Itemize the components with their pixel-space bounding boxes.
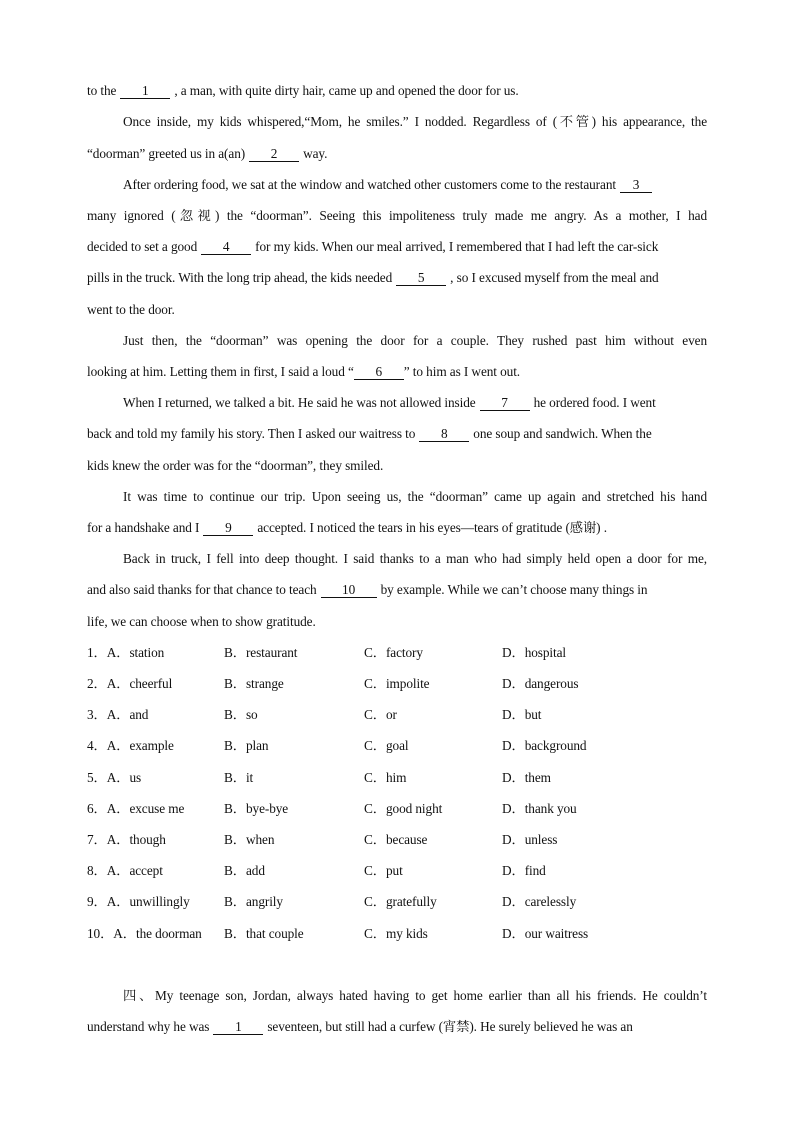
option-b[interactable]: B．angrily	[224, 894, 283, 909]
blank-7[interactable]: 7	[480, 396, 530, 411]
option-c[interactable]: C．put	[364, 863, 403, 878]
blank-6[interactable]: 6	[354, 365, 404, 380]
passage-line-17: and also said thanks for that chance to teach 10 by example. While we can’t choose many things in	[87, 582, 648, 597]
option-d[interactable]: D．background	[502, 738, 587, 753]
option-d[interactable]: D．dangerous	[502, 676, 579, 691]
option-b[interactable]: B．strange	[224, 676, 284, 691]
option-a[interactable]: 9．A．unwillingly	[87, 894, 190, 909]
option-b[interactable]: B．when	[224, 832, 275, 847]
option-d[interactable]: D．unless	[502, 832, 558, 847]
passage-line-12: back and told my family his story. Then I asked our waitress to 8 one soup and sandwich. When the	[87, 426, 652, 441]
option-c[interactable]: C．or	[364, 707, 397, 722]
blank-5[interactable]: 5	[396, 271, 446, 286]
option-a[interactable]: 8．A．accept	[87, 863, 163, 878]
option-d[interactable]: D．them	[502, 770, 551, 785]
passage-line-11: When I returned, we talked a bit. He said he was not allowed inside 7 he ordered food. I went	[123, 395, 656, 410]
option-c[interactable]: C．gratefully	[364, 894, 437, 909]
option-d[interactable]: D．but	[502, 707, 542, 722]
blank-8[interactable]: 8	[419, 427, 469, 442]
passage-line-7: pills in the truck. With the long trip ahead, the kids needed 5 , so I excused myself from the meal and	[87, 270, 659, 285]
option-b[interactable]: B．bye-bye	[224, 801, 289, 816]
passage-line-1: to the 1 , a man, with quite dirty hair, came up and opened the door for us.	[87, 83, 519, 98]
option-c[interactable]: C．impolite	[364, 676, 430, 691]
option-a[interactable]: 3．A．and	[87, 707, 149, 722]
question-row	[87, 644, 707, 662]
passage-line-18: life, we can choose when to show gratitude.	[87, 614, 316, 629]
option-c[interactable]: C．because	[364, 832, 428, 847]
question-row	[87, 893, 707, 911]
option-c[interactable]: C．good night	[364, 801, 443, 816]
option-b[interactable]: B．that couple	[224, 926, 304, 941]
option-b[interactable]: B．restaurant	[224, 645, 298, 660]
option-c[interactable]: C．goal	[364, 738, 409, 753]
blank-1[interactable]: 1	[120, 84, 170, 99]
passage-line-2: Once inside, my kids whispered,“Mom, he smiles.” I nodded. Regardless of (不管) his appearance, the	[123, 114, 707, 129]
passage-line-13: kids knew the order was for the “doorman”, they smiled.	[87, 458, 384, 473]
blank-9[interactable]: 9	[203, 521, 253, 536]
option-d[interactable]: D．our waitress	[502, 926, 589, 941]
passage-line-6: decided to set a good 4 for my kids. When our meal arrived, I remembered that I had left the car-sick	[87, 239, 659, 254]
option-a[interactable]: 7．A．though	[87, 832, 166, 847]
blank-4[interactable]: 4	[201, 240, 251, 255]
question-row	[87, 831, 707, 849]
option-b[interactable]: B．add	[224, 863, 265, 878]
question-row	[87, 862, 707, 880]
passage-line-5: many ignored (忽视) the “doorman”. Seeing this impoliteness truly made me angry. As a mother, I had	[87, 208, 707, 223]
blank-3[interactable]: 3	[620, 178, 652, 193]
option-b[interactable]: B．it	[224, 770, 254, 785]
section4-blank-1[interactable]: 1	[213, 1020, 263, 1035]
passage-line-4: After ordering food, we sat at the window and watched other customers come to the restaurant 3	[123, 176, 707, 194]
question-row	[87, 925, 707, 943]
option-a[interactable]: 1．A．station	[87, 645, 165, 660]
passage-line-10: looking at him. Letting them in first, I said a loud “ 6 ” to him as I went out.	[87, 364, 521, 379]
section4-line-2: understand why he was 1 seventeen, but still had a curfew (宵禁). He surely believed he was an	[87, 1019, 633, 1034]
passage-line-15: for a handshake and I 9 accepted. I noticed the tears in his eyes—tears of gratitude (感谢) .	[87, 520, 607, 535]
passage-line-16: Back in truck, I fell into deep thought. I said thanks to a man who had simply held open a door for me,	[123, 551, 707, 566]
option-a[interactable]: 5．A．us	[87, 770, 142, 785]
option-c[interactable]: C．him	[364, 770, 407, 785]
question-row	[87, 675, 707, 693]
option-c[interactable]: C．factory	[364, 645, 423, 660]
option-d[interactable]: D．thank you	[502, 801, 577, 816]
passage-line-8: went to the door.	[87, 302, 175, 317]
option-d[interactable]: D．find	[502, 863, 546, 878]
passage-line-3: “doorman” greeted us in a(an) 2 way.	[87, 146, 328, 161]
blank-10[interactable]: 10	[321, 583, 377, 598]
passage-line-14: It was time to continue our trip. Upon seeing us, the “doorman” came up again and stretched his hand	[123, 489, 707, 504]
option-b[interactable]: B．so	[224, 707, 258, 722]
option-a[interactable]: 2．A．cheerful	[87, 676, 173, 691]
blank-2[interactable]: 2	[249, 147, 299, 162]
passage-line-9: Just then, the “doorman” was opening the door for a couple. They rushed past him without even	[123, 333, 707, 348]
question-row	[87, 706, 707, 724]
option-a[interactable]: 4．A．example	[87, 738, 174, 753]
question-row	[87, 800, 707, 818]
option-b[interactable]: B．plan	[224, 738, 269, 753]
question-row	[87, 769, 707, 787]
option-c[interactable]: C．my kids	[364, 926, 428, 941]
option-d[interactable]: D．hospital	[502, 645, 567, 660]
option-d[interactable]: D．carelessly	[502, 894, 577, 909]
question-row	[87, 737, 707, 755]
section4-line-1: 四、My teenage son, Jordan, always hated having to get home earlier than all his friends. He couldn’t	[123, 988, 707, 1003]
option-a[interactable]: 10．A．the doorman	[87, 926, 202, 941]
option-a[interactable]: 6．A．excuse me	[87, 801, 185, 816]
